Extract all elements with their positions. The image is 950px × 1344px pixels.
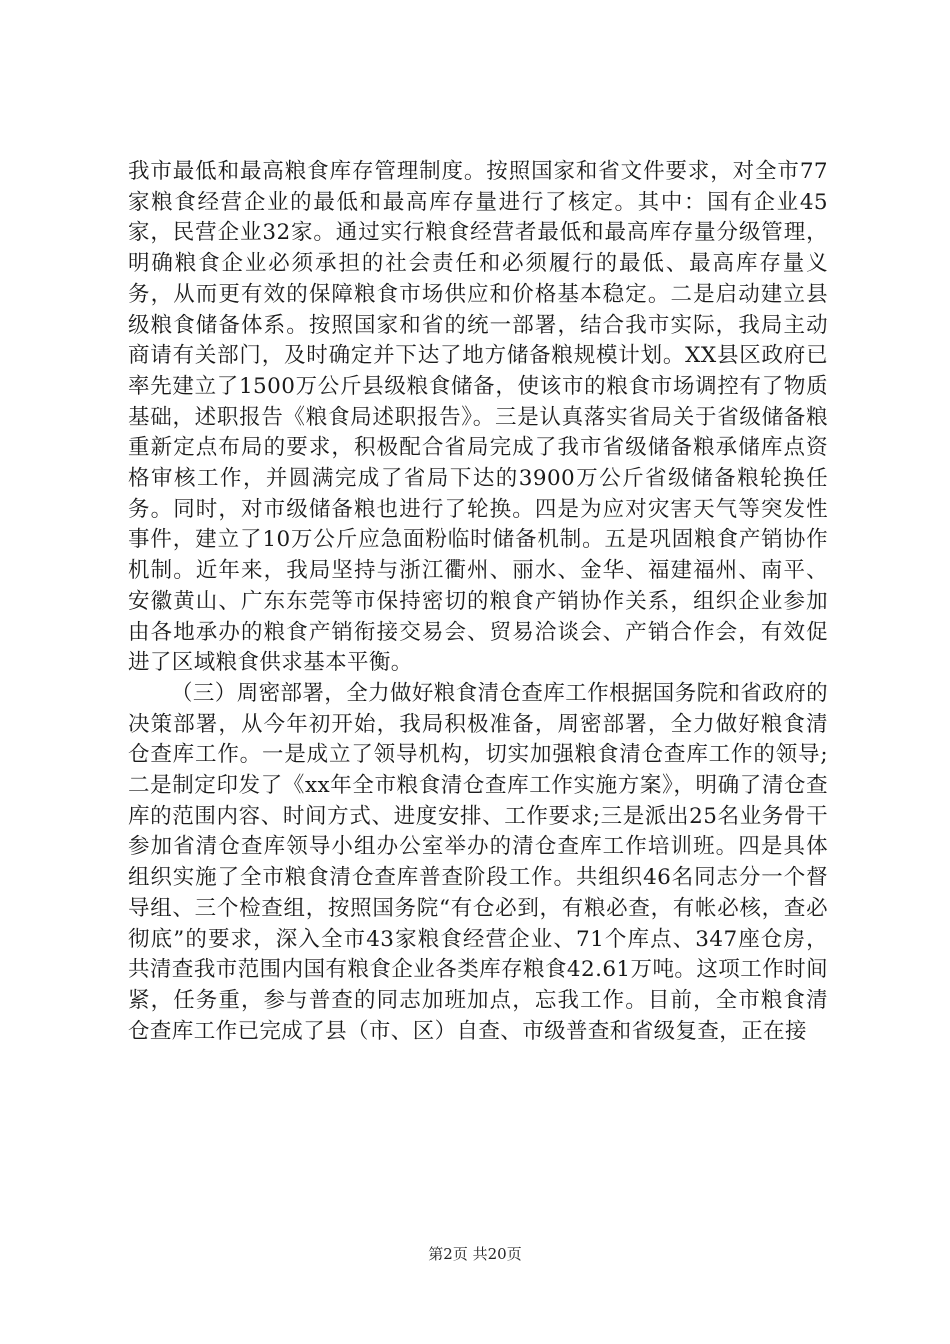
page-number-footer: 第2页 共20页 bbox=[428, 1245, 522, 1263]
paragraph-section-three: （三）周密部署，全力做好粮食清仓查库工作根据国务院和省政府的决策部署，从今年初开始，我局积极准备，周密部署，全力做好粮食清仓查库工作。一是成立了领导机构，切实加强粮食清仓查库工作的领导;二是制定印发了《xx年全市粮食清仓查库工作实施方案》，明确了清仓查库的范围内容、时间方式、进度安排、工作要求;三是派出25名业务骨干参加省清仓查库领导小组办公室举办的清仓查库工作培训班。四是具体组织实施了全市粮食清仓查库普查阶段工作。共组织46名同志分一个督导组、三个检查组，按照国务院“有仓必到，有粮必查，有帐必核，查必彻底”的要求，深入全市43家粮食经营企业、71个库点、347座仓房，共清查我市范围内国有粮食企业各类库存粮食42.61万吨。这项工作时间紧，任务重，参与普查的同志加班加点，忘我工作。目前，全市粮食清仓查库工作已完成了县（市、区）自查、市级普查和省级复查，正在接 bbox=[128, 680, 829, 1044]
document-body bbox=[128, 157, 828, 1047]
paragraph-continuation: 我市最低和最高粮食库存管理制度。按照国家和省文件要求，对全市77家粮食经营企业的最低和最高库存量进行了核定。其中：国有企业45家，民营企业32家。通过实行粮食经营者最低和最高库存量分级管理，明确粮食企业必须承担的社会责任和必须履行的最低、最高库存量义务，从而更有效的保障粮食市场供应和价格基本稳定。二是启动建立县级粮食储备体系。按照国家和省的统一部署，结合我市实际，我局主动商请有关部门，及时确定并下达了地方储备粮规模计划。XX县区政府已率先建立了1500万公斤县级粮食储备，使该市的粮食市场调控有了物质基础，述职报告《粮食局述职报告》。三是认真落实省局关于省级储备粮重新定点布局的要求，积极配合省局完成了我市省级储备粮承储库点资格审核工作，并圆满完成了省局下达的3900万公斤省级储备粮轮换任务。同时，对市级储备粮也进行了轮换。四是为应对灾害天气等突发性事件，建立了10万公斤应急面粉临时储备机制。五是巩固粮食产销协作机制。近年来，我局坚持与浙江衢州、丽水、金华、福建福州、南平、安徽黄山、广东东莞等市保持密切的粮食产销协作关系，组织企业参加由各地承办的粮食产销衔接交易会、贸易洽谈会、产销合作会，有效促进了区域粮食供求基本平衡。 bbox=[128, 159, 828, 676]
